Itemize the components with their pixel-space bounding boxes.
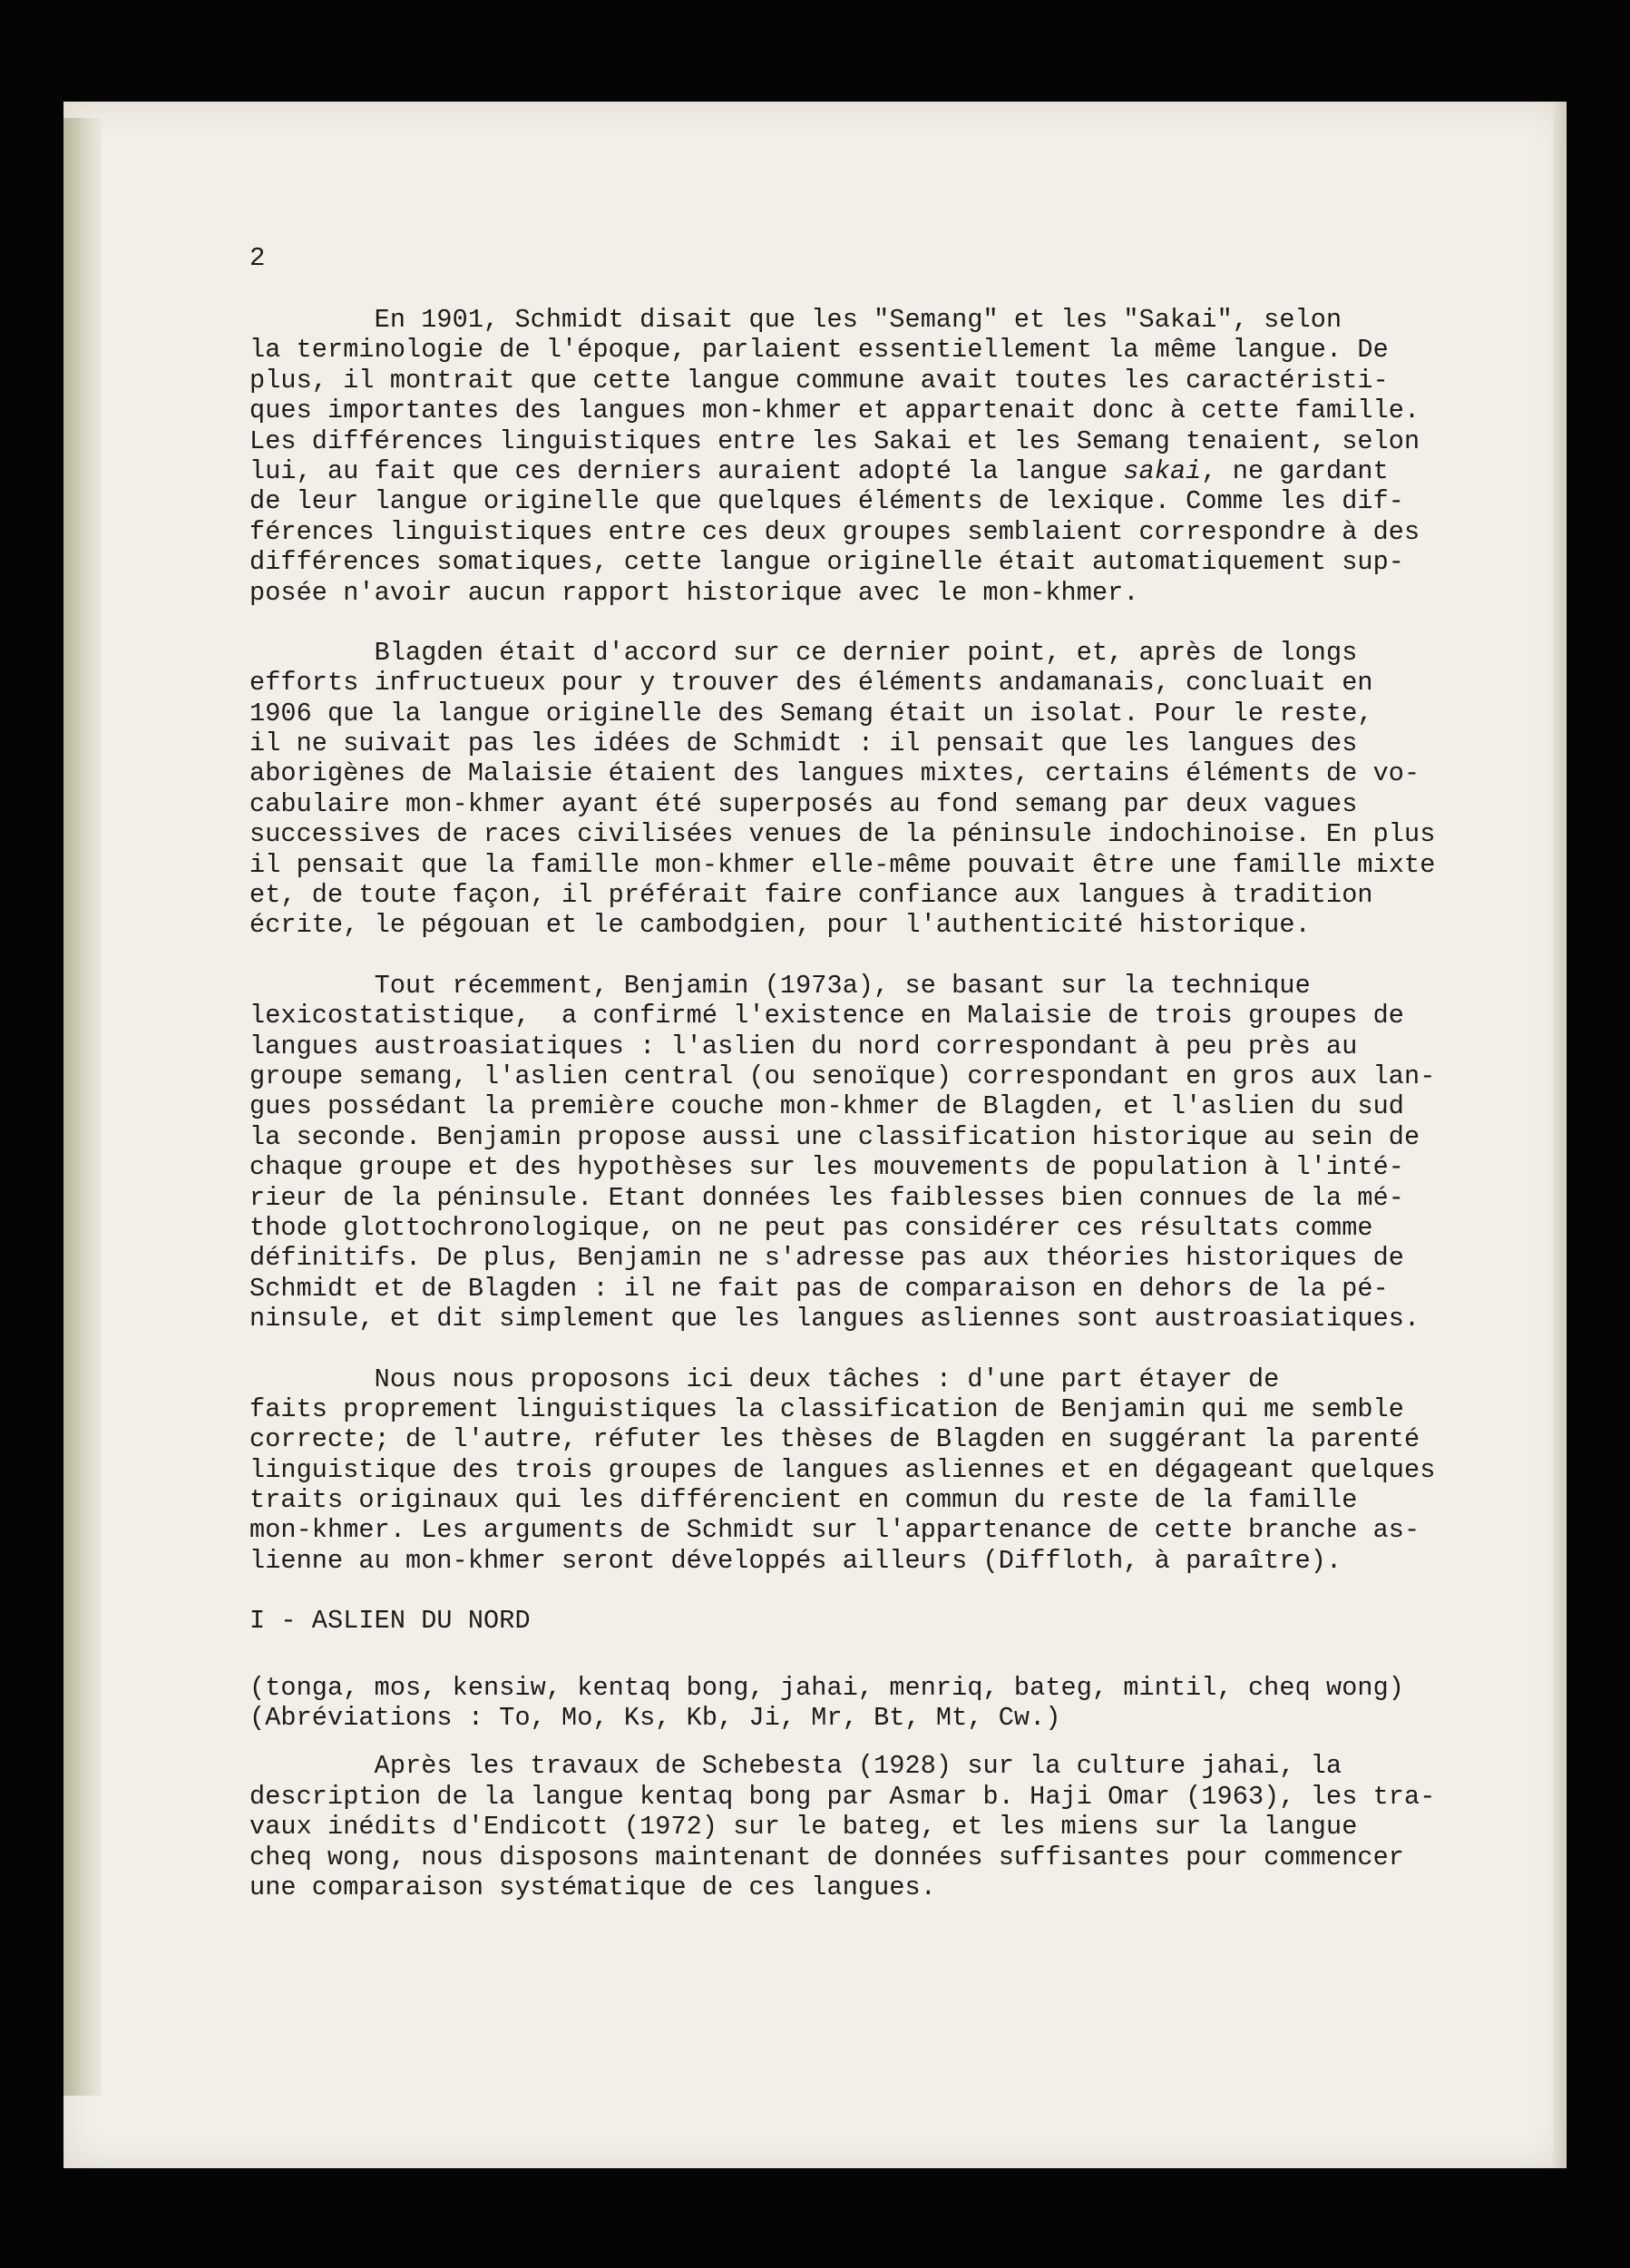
- text-line: cabulaire mon-khmer ayant été superposés au fond semang par deux vagues: [249, 788, 1358, 819]
- text-line: cheq wong, nous disposons maintenant de données suffisantes pour commencer: [249, 1842, 1405, 1872]
- text-line: gues possédant la première couche mon-khmer de Blagden, et l'aslien du sud: [249, 1091, 1405, 1122]
- text-line: il ne suivait pas les idées de Schmidt : il pensait que les langues des: [249, 728, 1358, 759]
- text-line: la seconde. Benjamin propose aussi une classification historique au sein de: [249, 1121, 1420, 1152]
- paragraph-3: [249, 970, 1436, 1334]
- text-line: définitifs. De plus, Benjamin ne s'adresse pas aux théories historiques de: [249, 1243, 1405, 1274]
- text-line: langues austroasiatiques : l'aslien du nord correspondant à peu près au: [249, 1031, 1358, 1061]
- paragraph-4: [249, 1364, 1436, 1577]
- text-line: traits originaux qui les différencient en commun du reste de la famille: [249, 1485, 1358, 1516]
- text-line: 1906 que la langue originelle des Semang était un isolat. Pour le reste,: [249, 698, 1373, 728]
- text-line: lexicostatistique, a confirmé l'existence en Malaisie de trois groupes de: [249, 1001, 1405, 1031]
- text-line: Nous nous proposons ici deux tâches : d'une part étayer de: [249, 1364, 1280, 1394]
- text-line: une comparaison systématique de ces langues.: [249, 1872, 936, 1902]
- text-line: lienne au mon-khmer seront développés ailleurs (Diffloth, à paraître).: [249, 1545, 1342, 1576]
- abbreviations-line: (Abréviations : To, Mo, Ks, Kb, Ji, Mr, Bt, Mt, Cw.): [249, 1703, 1061, 1734]
- italic-word: sakai: [1123, 455, 1202, 486]
- text-line: correcte; de l'autre, réfuter les thèses de Blagden en suggérant la parenté: [249, 1424, 1420, 1455]
- text-line: il pensait que la famille mon-khmer elle-même pouvait être une famille mixte: [249, 849, 1436, 880]
- text-line: chaque groupe et des hypothèses sur les mouvements de population à l'inté-: [249, 1152, 1405, 1183]
- text-line: posée n'avoir aucun rapport historique avec le mon-khmer.: [249, 577, 1139, 608]
- paragraph-gap: [249, 1334, 1410, 1364]
- paragraph-gap: [249, 1733, 1410, 1751]
- text-line: de leur langue originelle que quelques éléments de lexique. Comme les dif-: [249, 486, 1405, 517]
- text-line: aborigènes de Malaisie étaient des langues mixtes, certains éléments de vo-: [249, 758, 1420, 789]
- text-line: linguistique des trois groupes de langues asliennes et en dégageant quelques: [249, 1454, 1436, 1485]
- text-line: Schmidt et de Blagden : il ne fait pas de comparaison en dehors de la pé-: [249, 1273, 1389, 1304]
- text-line: écrite, le pégouan et le cambodgien, pour l'authenticité historique.: [249, 910, 1311, 941]
- text-line: mon-khmer. Les arguments de Schmidt sur l'appartenance de cette branche as-: [249, 1515, 1420, 1546]
- text-line: Blagden était d'accord sur ce dernier point, et, après de longs: [249, 637, 1358, 668]
- page-spine-edge: [63, 118, 102, 2096]
- paragraph-gap: [249, 608, 1410, 638]
- paragraph-1: [249, 305, 1420, 608]
- text-line: ninsule, et dit simplement que les langues asliennes sont austroasiatiques.: [249, 1304, 1420, 1334]
- text-line: et, de toute façon, il préférait faire confiance aux langues à tradition: [249, 880, 1373, 911]
- section-aslien-du-nord: [249, 1606, 1436, 1902]
- text-line: Les différences linguistiques entre les Sakai et les Semang tenaient, selon: [249, 425, 1420, 456]
- text-line: la terminologie de l'époque, parlaient essentiellement la même langue. De: [249, 335, 1389, 366]
- text-line: faits proprement linguistiques la classification de Benjamin qui me semble: [249, 1393, 1405, 1424]
- language-list-line: (tonga, mos, kensiw, kentaq bong, jahai, menriq, bateg, mintil, cheq wong): [249, 1672, 1405, 1703]
- page-right-edge: [1553, 102, 1566, 2168]
- text-line: successives de races civilisées venues de la péninsule indochinoise. En plus: [249, 819, 1436, 850]
- text-line: Après les travaux de Schebesta (1928) sur la culture jahai, la: [249, 1751, 1342, 1782]
- text-line: thode glottochronologique, on ne peut pas considérer ces résultats comme: [249, 1212, 1373, 1243]
- text-line: description de la langue kentaq bong par Asmar b. Haji Omar (1963), les tra-: [249, 1781, 1436, 1812]
- paragraph-gap: [249, 1576, 1410, 1606]
- text-line: groupe semang, l'aslien central (ou senoïque) correspondant en gros aux lan-: [249, 1061, 1436, 1091]
- text-line: différences somatiques, cette langue originelle était automatiquement sup-: [249, 547, 1405, 578]
- section-heading: I - ASLIEN DU NORD: [249, 1606, 531, 1637]
- paragraph-gap: [249, 941, 1410, 971]
- text-line: férences linguistiques entre ces deux groupes semblaient correspondre à des: [249, 516, 1420, 547]
- body-text: [249, 305, 1436, 1902]
- text-line: Tout récemment, Benjamin (1973a), se basant sur la technique: [249, 970, 1311, 1001]
- page-number: 2: [249, 243, 266, 273]
- text-line: ques importantes des langues mon-khmer et appartenait donc à cette famille.: [249, 396, 1420, 426]
- text-line: efforts infructueux pour y trouver des éléments andamanais, concluait en: [249, 668, 1373, 699]
- text-line: En 1901, Schmidt disait que les "Semang" et les "Sakai", selon: [249, 305, 1342, 335]
- text-line: lui, au fait que ces derniers auraient adopté la langue sakai, ne gardant: [249, 455, 1389, 486]
- paragraph-2: [249, 637, 1436, 941]
- text-line: vaux inédits d'Endicott (1972) sur le bateg, et les miens sur la langue: [249, 1812, 1358, 1843]
- text-line: plus, il montrait que cette langue commune avait toutes les caractéristi-: [249, 365, 1389, 396]
- text-line: rieur de la péninsule. Etant données les faiblesses bien connues de la mé-: [249, 1182, 1405, 1213]
- heading-gap: [249, 1637, 1410, 1673]
